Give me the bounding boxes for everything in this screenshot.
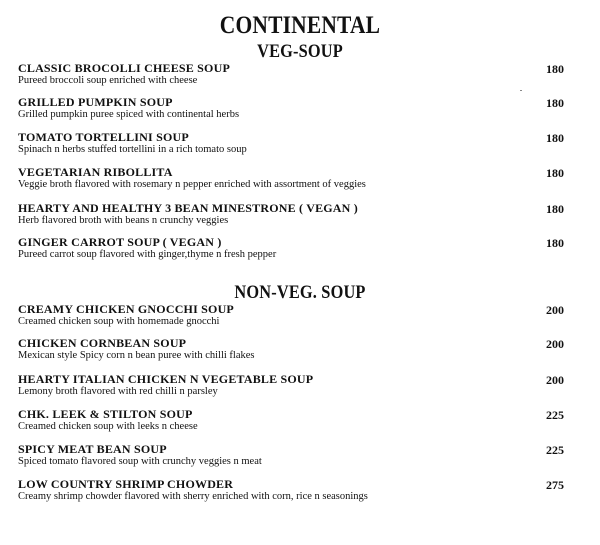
item-description: Spinach n herbs stuffed tortellini in a rich tomato soup <box>18 144 247 155</box>
item-description: Creamed chicken soup with leeks n cheese <box>18 421 198 432</box>
menu-item <box>18 336 568 368</box>
item-description: Lemony broth flavored with red chilli n parsley <box>18 386 218 397</box>
menu-item <box>18 407 568 439</box>
menu-title: CONTINENTAL <box>219 12 381 39</box>
menu-item <box>18 165 568 197</box>
item-price: 225 <box>546 408 564 422</box>
non-veg-soup-heading: NON-VEG. SOUP <box>234 282 366 303</box>
menu-item <box>18 61 568 93</box>
item-name: CREAMY CHICKEN GNOCCHI SOUP <box>18 302 234 316</box>
menu-item <box>18 302 568 334</box>
item-price: 200 <box>546 337 564 351</box>
item-price: 180 <box>546 202 564 216</box>
item-description: Spiced tomato flavored soup with crunchy veggies n meat <box>18 456 262 467</box>
item-price: 180 <box>546 131 564 145</box>
item-name: VEGETARIAN RIBOLLITA <box>18 165 173 179</box>
menu-item <box>18 130 568 162</box>
menu-item <box>18 95 568 127</box>
item-description: Creamy shrimp chowder flavored with sherry enriched with corn, rice n seasonings <box>18 491 368 502</box>
item-name: GRILLED PUMPKIN SOUP <box>18 95 173 109</box>
item-price: 225 <box>546 443 564 457</box>
item-name: TOMATO TORTELLINI SOUP <box>18 130 189 144</box>
item-price: 200 <box>546 373 564 387</box>
item-name: CLASSIC BROCOLLI CHEESE SOUP <box>18 61 230 75</box>
menu-item <box>18 201 568 233</box>
item-price: 180 <box>546 62 564 76</box>
item-description: Pureed carrot soup flavored with ginger,thyme n fresh pepper <box>18 249 277 260</box>
menu-item <box>18 477 568 509</box>
menu-item <box>18 442 568 474</box>
item-name: LOW COUNTRY SHRIMP CHOWDER <box>18 477 234 491</box>
item-description: Mexican style Spicy corn n bean puree with chilli flakes <box>18 350 255 361</box>
item-name: SPICY MEAT BEAN SOUP <box>18 442 167 456</box>
item-description: Creamed chicken soup with homemade gnocchi <box>18 316 220 327</box>
item-name: GINGER CARROT SOUP ( VEGAN ) <box>18 235 222 249</box>
item-name: CHICKEN CORNBEAN SOUP <box>18 336 187 350</box>
veg-soup-heading: VEG-SOUP <box>257 41 343 62</box>
item-description: Herb flavored broth with beans n crunchy veggies <box>18 215 229 226</box>
item-name: HEARTY ITALIAN CHICKEN N VEGETABLE SOUP <box>18 372 314 386</box>
item-name: CHK. LEEK & STILTON SOUP <box>18 407 193 421</box>
item-price: 275 <box>546 478 564 492</box>
item-description: Veggie broth flavored with rosemary n pepper enriched with assortment of veggies <box>18 179 366 190</box>
menu-item <box>18 372 568 404</box>
scan-speck <box>520 90 522 91</box>
item-name: HEARTY AND HEALTHY 3 BEAN MINESTRONE ( VEGAN ) <box>18 201 358 215</box>
item-price: 180 <box>546 166 564 180</box>
item-description: Grilled pumpkin puree spiced with continental herbs <box>18 109 240 120</box>
item-description: Pureed broccoli soup enriched with cheese <box>18 75 198 86</box>
item-price: 180 <box>546 96 564 110</box>
item-price: 200 <box>546 303 564 317</box>
menu-item <box>18 235 568 267</box>
item-price: 180 <box>546 236 564 250</box>
